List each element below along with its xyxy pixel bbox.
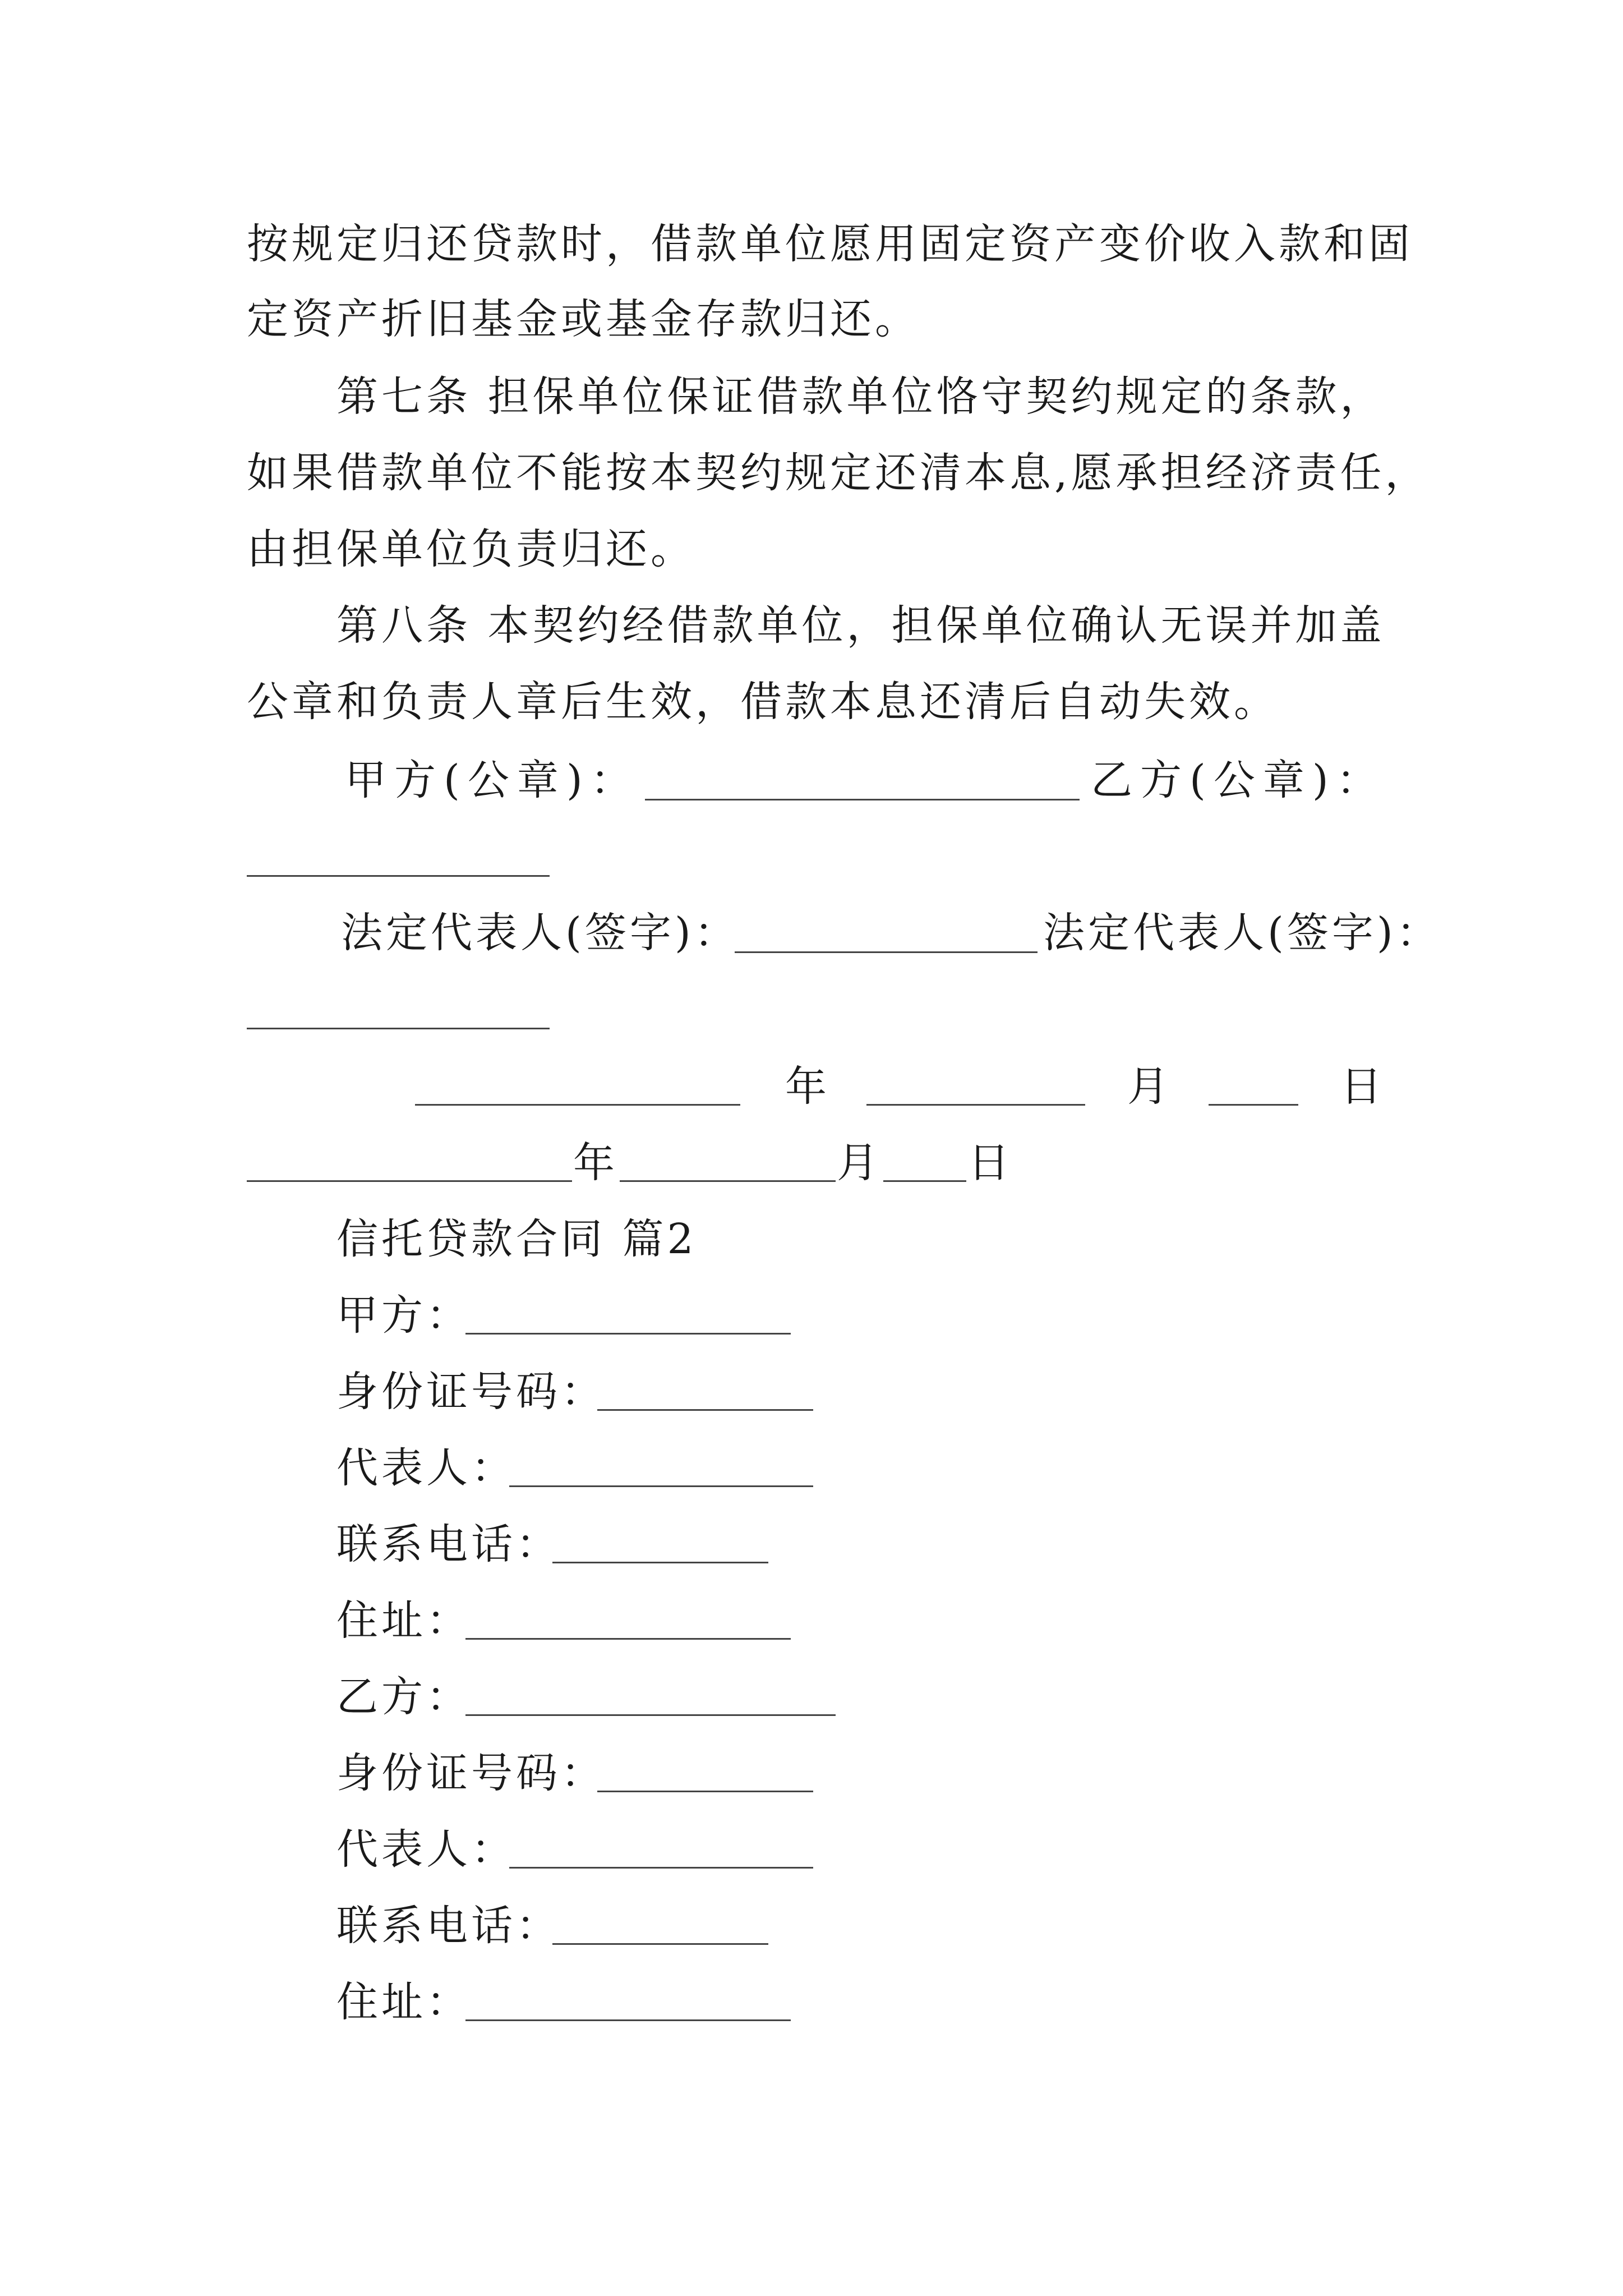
text: 第七条 担保单位保证借款单位恪守契约规定的条款， (336, 372, 1385, 421)
month-label: 月 (837, 1139, 882, 1187)
date-2-day-blank[interactable] (883, 1180, 966, 1182)
party-a-seal-blank[interactable] (645, 799, 1080, 800)
date-2-year-blank[interactable] (247, 1180, 572, 1182)
party-a-address-blank[interactable] (465, 1638, 791, 1640)
article-7-line (247, 525, 695, 573)
contract-2-heading (336, 1215, 697, 1263)
party-b-rep-blank[interactable] (509, 1867, 813, 1869)
party-a-address-row (336, 1596, 471, 1645)
paragraph-line (247, 220, 1413, 268)
party-a-rep-blank[interactable] (509, 1485, 813, 1487)
text: 按规定归还贷款时，借款单位愿用固定资产变价收入款和固 (247, 220, 1413, 268)
date-1-month-blank[interactable] (866, 1104, 1085, 1106)
date-1-year-blank[interactable] (415, 1104, 740, 1106)
year-label: 年 (573, 1139, 618, 1187)
legal-rep-a-row (341, 909, 739, 957)
party-b-address-label: 住址： (336, 1978, 471, 2026)
party-b-rep-row (336, 1825, 516, 1874)
party-b-seal-label: 乙方(公章)： (1091, 756, 1386, 804)
party-a-rep-label: 代表人： (336, 1444, 516, 1492)
party-b-phone-blank[interactable] (552, 1943, 768, 1945)
date-2-month (837, 1139, 882, 1187)
text: 第八条 本契约经借款单位，担保单位确认无误并加盖 (336, 601, 1385, 650)
date-1-day-blank[interactable] (1209, 1104, 1298, 1106)
party-b-phone-row (336, 1902, 561, 1950)
day-label: 日 (968, 1139, 1013, 1187)
date-2-year (573, 1139, 618, 1187)
paragraph-line (247, 295, 920, 343)
date-1-day (1340, 1062, 1385, 1111)
party-b-phone-label: 联系电话： (336, 1902, 561, 1950)
month-label: 月 (1127, 1062, 1172, 1111)
year-label: 年 (785, 1062, 830, 1111)
party-b-id-row (336, 1749, 606, 1797)
party-a-phone-label: 联系电话： (336, 1520, 561, 1568)
article-7-line (336, 372, 1385, 421)
party-b-id-blank[interactable] (597, 1791, 813, 1792)
party-a-seal-row (345, 756, 640, 804)
article-7-line (247, 449, 1430, 497)
party-a-blank[interactable] (465, 1333, 791, 1335)
party-b-blank[interactable] (465, 1714, 836, 1716)
legal-rep-b-label: 法定代表人(签字)： (1043, 909, 1441, 957)
party-a-row (336, 1291, 471, 1340)
date-1-year (785, 1062, 830, 1111)
party-b-seal-blank[interactable] (247, 875, 550, 877)
party-a-id-blank[interactable] (597, 1409, 813, 1411)
party-a-id-label: 身份证号码： (336, 1368, 606, 1416)
party-b-label: 乙方： (336, 1673, 471, 1721)
legal-rep-b-blank[interactable] (247, 1028, 550, 1029)
day-label: 日 (1340, 1062, 1385, 1111)
party-b-seal-row (1091, 756, 1386, 804)
party-b-address-blank[interactable] (465, 2019, 791, 2021)
heading-text: 信托贷款合同 篇2 (336, 1215, 697, 1263)
date-2-month-blank[interactable] (620, 1180, 836, 1182)
party-b-address-row (336, 1978, 471, 2026)
text: 由担保单位负责归还。 (247, 525, 695, 573)
text: 如果借款单位不能按本契约规定还清本息,愿承担经济责任， (247, 449, 1430, 497)
party-a-phone-blank[interactable] (552, 1562, 768, 1563)
date-1-month (1127, 1062, 1172, 1111)
party-b-rep-label: 代表人： (336, 1825, 516, 1874)
party-a-phone-row (336, 1520, 561, 1568)
legal-rep-a-blank[interactable] (735, 951, 1038, 953)
party-a-seal-label: 甲方(公章)： (345, 756, 640, 804)
article-8-line (247, 678, 1279, 726)
legal-rep-a-label: 法定代表人(签字)： (341, 909, 739, 957)
party-a-address-label: 住址： (336, 1596, 471, 1645)
article-8-line (336, 601, 1385, 650)
party-a-rep-row (336, 1444, 516, 1492)
party-b-id-label: 身份证号码： (336, 1749, 606, 1797)
party-b-row (336, 1673, 471, 1721)
date-2-day (968, 1139, 1013, 1187)
party-a-label: 甲方： (336, 1291, 471, 1340)
text: 定资产折旧基金或基金存款归还。 (247, 295, 920, 343)
party-a-id-row (336, 1368, 606, 1416)
text: 公章和负责人章后生效，借款本息还清后自动失效。 (247, 678, 1279, 726)
legal-rep-b-row (1043, 909, 1441, 957)
